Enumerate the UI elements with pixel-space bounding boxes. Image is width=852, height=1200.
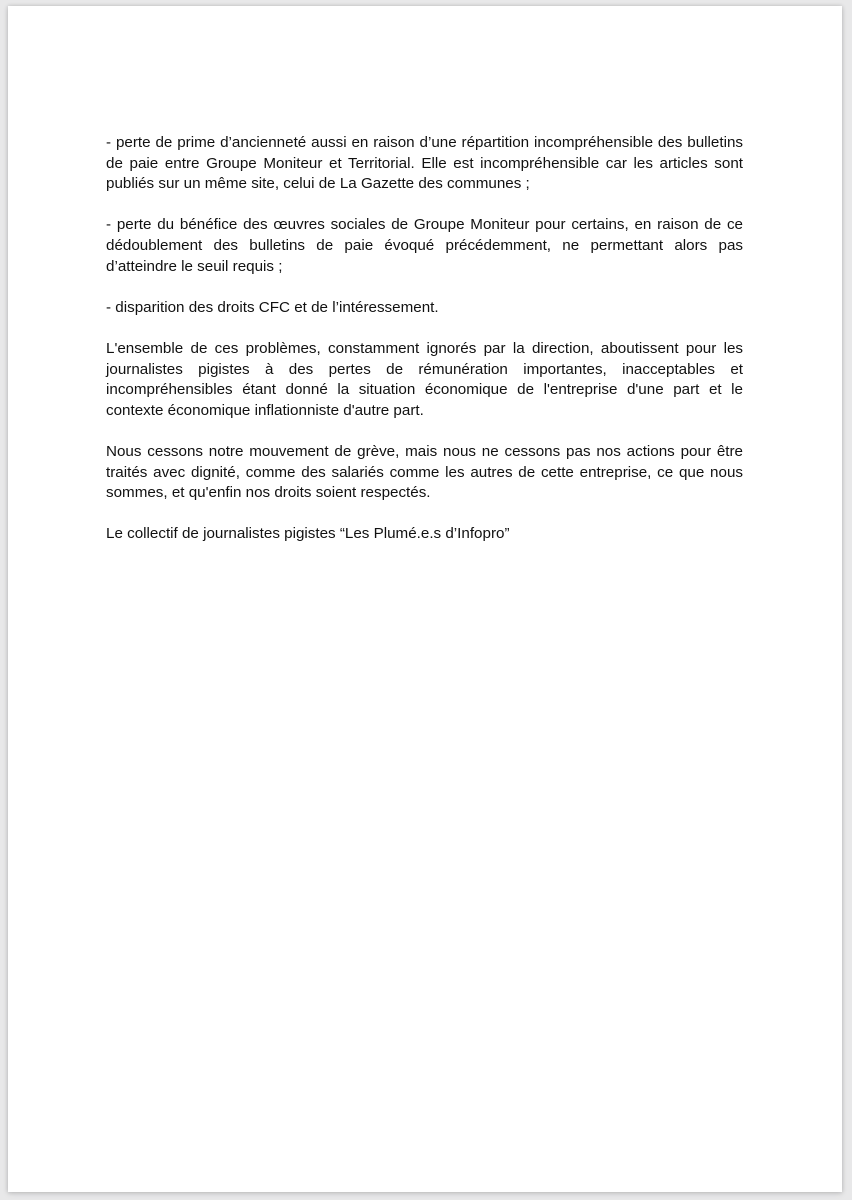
paragraph-cfc-rights: - disparition des droits CFC et de l’intéressement. xyxy=(106,298,439,316)
document-body xyxy=(106,133,743,565)
paragraph-summary: L'ensemble de ces problèmes, constamment ignorés par la direction, aboutissent pour les journalistes pigistes à des pertes de rémunération importantes, inacceptables et incompréhensibles étant donné la situation économique de l'entreprise d'une part et le contexte économique inflationniste d'autre part. xyxy=(106,339,743,419)
signature-line: Le collectif de journalistes pigistes “Les Plumé.e.s d’Infopro” xyxy=(106,525,510,543)
paragraph-strike-end: Nous cessons notre mouvement de grève, mais nous ne cessons pas nos actions pour être traités avec dignité, comme des salariés comme les autres de cette entreprise, ce que nous sommes, et qu'enfin nos droits soient respectés. xyxy=(106,442,743,502)
document-page xyxy=(8,6,842,1192)
paragraph-social-benefits: - perte du bénéfice des œuvres sociales de Groupe Moniteur pour certains, en raison de ce dédoublement des bulletins de paie évoqué précédemment, ne permettant alors pas d’atteindre le seuil requis ; xyxy=(106,216,743,275)
paragraph-seniority-bonus: - perte de prime d’ancienneté aussi en raison d’une répartition incompréhensible des bulletins de paie entre Groupe Moniteur et Territorial. Elle est incompréhensible car les articles sont publiés sur un même site, celui de La Gazette des communes ; xyxy=(106,134,743,193)
